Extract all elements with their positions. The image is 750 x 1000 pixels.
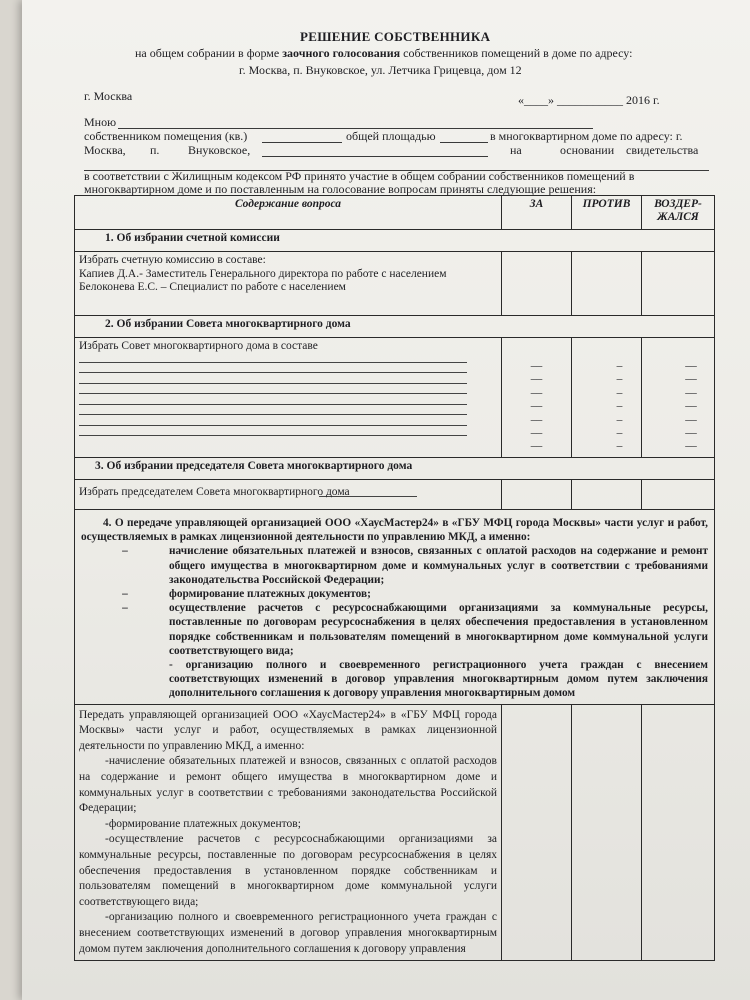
voting-table [74, 195, 715, 961]
q4-bullet-3: осуществление расчетов с ресурсоснабжающими организациями за коммунальные ресурсы, поставленные по договорам ресурсоснабжения в целях обеспечения предоставления в установленном порядке собственникам и пользователям помещений в многоквартирном доме коммунальной услуги соответствующего вида; [169, 602, 708, 657]
basis-word-1: на [510, 143, 522, 157]
date-field: «____» ___________ 2016 г. [518, 93, 660, 107]
address-settlement: Внуковское, [188, 143, 251, 157]
basis-word-3: свидетельства [626, 143, 699, 157]
q1-vote-abstain[interactable] [642, 252, 715, 316]
document-title: РЕШЕНИЕ СОБСТВЕННИКА [300, 29, 491, 44]
q2-body-row [75, 338, 715, 458]
col-for: ЗА [502, 196, 572, 230]
q3-vote-against[interactable] [572, 480, 642, 510]
basis-word-2: основании [560, 143, 615, 157]
q4-bullet-2: формирование платежных документов; [169, 588, 371, 601]
table-header-row [75, 196, 715, 230]
address-city: Москва, [84, 143, 126, 157]
apartment-number-line[interactable] [262, 142, 342, 143]
col-question: Содержание вопроса [75, 196, 502, 230]
area-line[interactable] [440, 142, 488, 143]
q3-lead: Избрать председателем Совета многоквартирного дома [79, 486, 350, 498]
house-address: г. Москва, п. Внуковское, ул. Летчика Грицевца, дом 12 [239, 63, 522, 77]
q2-vote-for[interactable]: __ __ __ __ __ __ __ [502, 338, 572, 458]
q2-member-lines[interactable] [79, 352, 497, 436]
q1-text [75, 252, 502, 316]
col-against: ПРОТИВ [572, 196, 642, 230]
q2-title: 2. Об избрании Совета многоквартирного дома [75, 316, 715, 338]
q4-body-row [75, 704, 715, 961]
q3-vote-for[interactable] [502, 480, 572, 510]
address-label: в многоквартирном доме по адресу: г. [490, 129, 683, 143]
q4-vote-against[interactable] [572, 704, 642, 961]
address-settlement-prefix: п. [150, 143, 160, 157]
q3-title: 3. Об избрании председателя Совета многоквартирного дома [75, 458, 715, 480]
q2-vote-abstain[interactable]: __ __ __ __ __ __ __ [642, 338, 715, 458]
participation-text-1: в соответствии с Жилищным кодексом РФ принято участие в общем собрании собственников помещений в [84, 169, 635, 183]
q4-bullet-4: - организацию полного и своевременного регистрационного учета граждан с внесением соответствующих изменений в договор управления многоквартирным домом путем заключения дополнительного соглашения к договору управления многоквартирным домом [169, 659, 708, 700]
q2-text [75, 338, 502, 458]
q2-vote-against[interactable]: _ _ _ _ _ _ _ [572, 338, 642, 458]
q1-lead: Избрать счетную комиссию в составе: [79, 254, 266, 266]
q4-bullet-1-row: – начисление обязательных платежей и взносов, связанных с оплатой расходов на содержание и ремонт общего имущества в многоквартирном доме и коммунальных услуг в соответствии с требованиями законодательства Российской Федерации; [122, 545, 708, 586]
q4-title: 4. О передаче управляющей организацией ООО «ХаусМастер24» в «ГБУ МФЦ города Москвы» части услуг и работ, осуществляемых в рамках лицензионной деятельности по управлению МКД, а именно: [81, 517, 708, 544]
q2-title-row [75, 316, 715, 338]
col-abstain: ВОЗДЕР-ЖАЛСЯ [642, 196, 715, 230]
q4-body-3: -осуществление расчетов с ресурсоснабжающими организациями за коммунальные ресурсы, поставленные по договорам ресурсоснабжения в целях обеспечения предоставления в установленном порядке собственникам и пользователям помещений в многоквартирном доме коммунальной услуги соответствующего вида; [79, 833, 497, 908]
q4-bullet-3-row: – осуществление расчетов с ресурсоснабжающими организациями за коммунальные ресурсы, поставленные по договорам ресурсоснабжения в целях обеспечения предоставления в установленном порядке собственникам и пользователям помещений в многоквартирном доме коммунальной услуги соответствующего вида; [122, 602, 708, 657]
q4-body-lead: Передать управляющей организацией ООО «ХаусМастер24» в «ГБУ МФЦ города Москвы» части услуг и работ, осуществляемых в рамках лицензионной деятельности по управлению МКД, а именно: [79, 708, 497, 752]
q4-vote-abstain[interactable] [642, 704, 715, 961]
q1-vote-against[interactable] [572, 252, 642, 316]
participation-text-2: многоквартирном доме и по поставленным на голосование вопросам приняты следующие решения: [84, 182, 597, 196]
q1-member-2: Белоконева Е.С. – Специалист по работе с населением [79, 281, 346, 293]
q4-header [75, 510, 715, 705]
q4-bullet-2-row: – формирование платежных документов; [122, 588, 371, 601]
q1-body-row [75, 252, 715, 316]
q1-title-row [75, 230, 715, 252]
q4-body-2: -формирование платежных документов; [105, 817, 301, 830]
q1-member-1: Капиев Д.А.- Заместитель Генерального директора по работе с населением [79, 267, 447, 280]
apartment-label: собственником помещения (кв.) [84, 129, 248, 143]
address-street-line[interactable] [262, 156, 488, 157]
q3-title-row [75, 458, 715, 480]
q4-vote-for[interactable] [502, 704, 572, 961]
q1-vote-for[interactable] [502, 252, 572, 316]
q3-vote-abstain[interactable] [642, 480, 715, 510]
q2-lead: Избрать Совет многоквартирного дома в составе [79, 340, 318, 352]
q4-bullet-1: начисление обязательных платежей и взносов, связанных с оплатой расходов на содержание и ремонт общего имущества в многоквартирном доме и коммунальных услуг в соответствии с требованиями законодательства Российской Федерации; [169, 545, 708, 586]
q4-body-1: -начисление обязательных платежей и взносов, связанных с оплатой расходов на содержание и ремонт общего имущества в многоквартирном доме и коммунальных услуг в соответствии с требованиями законодательства Российской Федерации; [79, 755, 497, 815]
q3-body-row [75, 480, 715, 510]
q4-title-row [75, 510, 715, 705]
area-label: общей площадью [346, 129, 436, 143]
q4-text [75, 704, 502, 961]
q4-body-4: -организацию полного и своевременного регистрационного учета граждан с внесением соответствующих изменений в договор управления многоквартирным домом путем заключения дополнительного соглашения к договору управления [79, 911, 497, 955]
q3-text [75, 480, 502, 510]
city-label: г. Москва [84, 89, 133, 103]
document-subtitle: на общем собрании в форме заочного голосования собственников помещений в доме по адресу: [135, 46, 633, 60]
owner-label: Мною [84, 115, 117, 129]
q1-title: 1. Об избрании счетной комиссии [75, 230, 715, 252]
